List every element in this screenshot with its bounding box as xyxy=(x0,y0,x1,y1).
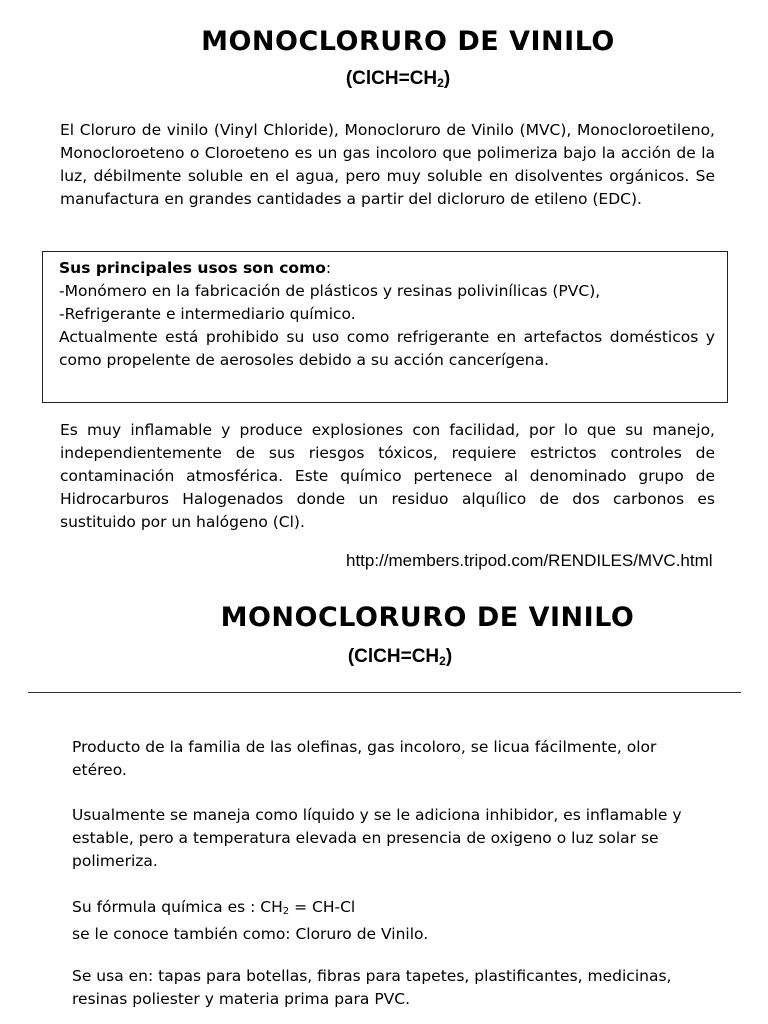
handling-paragraph: Usualmente se maneja como líquido y se le adiciona inhibidor, es inflamable y estable, pero a temperatura elevada en presencia de oxigeno o luz solar se polimeriza. xyxy=(72,806,682,870)
formula-close: ) xyxy=(445,646,453,667)
hazard-paragraph: Es muy inflamable y produce explosiones con facilidad, por lo que su manejo, independientemente de sus riesgos tóxicos, requiere estrictos controles de contaminación atmosférica. Este químico pertenece al denominado grupo de Hidrocarburos Halogenados donde un residuo alquílico de dos carbonos es sustituido por un halógeno (Cl). xyxy=(60,421,715,531)
uses-paragraph: Se usa en: tapas para botellas, fibras para tapetes, plastificantes, medicinas, resinas poliester y materia prima para PVC. xyxy=(72,967,672,1008)
formula-line xyxy=(72,896,712,923)
formula-line-subscript: 2 xyxy=(282,906,290,917)
formula-main: (ClCH=CH xyxy=(345,68,438,89)
intro-paragraph: El Cloruro de vinilo (Vinyl Chloride), Monocloruro de Vinilo (MVC), Monocloroetileno, Monocloroeteno o Cloroeteno es un gas incoloro que polimeriza bajo la acción de la luz, débilmente soluble en el agua, pero muy soluble en disolventes orgánicos. Se manufactura en grandes cantidades a partir del dicloruro de etileno (EDC). xyxy=(60,121,715,208)
uses-item: -Refrigerante e intermediario químico. xyxy=(59,305,356,323)
section2-title: MONOCLORURO DE VINILO xyxy=(220,602,635,633)
olefin-paragraph: Producto de la familia de las olefinas, gas incoloro, se licua fácilmente, olor etéreo. xyxy=(72,738,657,779)
formula-paragraph xyxy=(72,896,712,946)
page-title: MONOCLORURO DE VINILO xyxy=(201,26,615,57)
common-name-line: se le conoce también como: Cloruro de Vinilo. xyxy=(72,925,429,943)
formula-subscript: 2 xyxy=(439,654,446,668)
chemical-formula xyxy=(0,68,768,90)
uses-item: -Monómero en la fabricación de plásticos y resinas polivinílicas (PVC), xyxy=(59,282,601,300)
uses-heading: Sus principales usos son como xyxy=(59,259,326,277)
formula-close: ) xyxy=(443,68,451,89)
formula-subscript: 2 xyxy=(437,76,444,90)
formula-prefix: Su fórmula química es : CH xyxy=(72,898,283,916)
horizontal-divider xyxy=(28,692,741,693)
uses-box xyxy=(42,251,728,403)
source-url[interactable]: http://members.tripod.com/RENDILES/MVC.html xyxy=(346,551,713,570)
formula-suffix: = CH-Cl xyxy=(289,898,356,916)
uses-heading-colon: : xyxy=(325,259,332,277)
section2-formula xyxy=(0,646,768,668)
uses-heading-line xyxy=(59,257,715,280)
uses-note: Actualmente está prohibido su uso como refrigerante en artefactos domésticos y como propelente de aerosoles debido a su acción cancerígena. xyxy=(59,328,715,369)
formula-main: (ClCH=CH xyxy=(347,646,440,667)
